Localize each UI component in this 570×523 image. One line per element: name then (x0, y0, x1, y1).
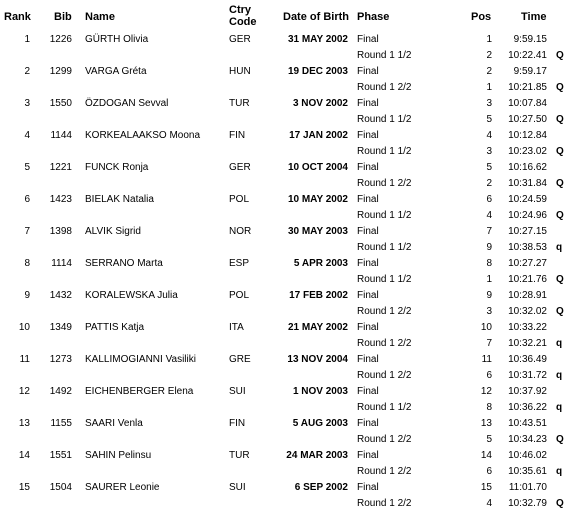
rank-cell: 5 (24, 162, 30, 173)
header-ctry: Ctry (229, 4, 252, 16)
bib-cell: 1423 (49, 194, 72, 205)
position-cell: 3 (486, 98, 492, 109)
position-cell: 1 (486, 274, 492, 285)
time-cell: 10:46.02 (508, 450, 547, 461)
date-of-birth: 5 APR 2003 (293, 258, 348, 269)
position-cell: 10 (480, 322, 492, 333)
table-row (0, 225, 570, 257)
table-row (0, 289, 570, 321)
position-cell: 4 (486, 498, 492, 509)
phase-cell: Round 1 2/2 (357, 178, 412, 189)
athlete-name: GÜRTH Olivia (85, 34, 149, 45)
date-of-birth: 31 MAY 2002 (287, 34, 348, 45)
country-code: SUI (229, 482, 246, 493)
bib-cell: 1551 (49, 450, 72, 461)
phase-cell: Final (357, 418, 379, 429)
table-row (0, 65, 570, 97)
header-name: Name (85, 11, 115, 23)
bib-cell: 1114 (51, 258, 72, 269)
rank-cell: 7 (24, 226, 30, 237)
rank-cell: 11 (19, 354, 30, 365)
country-code: GER (229, 34, 251, 45)
position-cell: 5 (486, 114, 492, 125)
time-cell: 10:12.84 (508, 130, 547, 141)
country-code: NOR (229, 226, 252, 237)
position-cell: 2 (486, 66, 492, 77)
country-code: FIN (229, 418, 246, 429)
rank-cell: 3 (24, 98, 30, 109)
phase-cell: Round 1 2/2 (357, 82, 412, 93)
table-row (0, 321, 570, 353)
position-cell: 2 (486, 178, 492, 189)
time-cell: 9:59.17 (513, 66, 547, 77)
position-cell: 1 (486, 34, 492, 45)
country-code: ESP (229, 258, 250, 269)
country-code: SUI (229, 386, 246, 397)
position-cell: 5 (486, 162, 492, 173)
qualification-mark: Q (556, 306, 564, 317)
phase-cell: Final (357, 386, 379, 397)
date-of-birth: 10 MAY 2002 (287, 194, 348, 205)
athlete-name: SAARI Venla (85, 418, 143, 429)
phase-cell: Final (357, 162, 379, 173)
time-cell: 10:36.22 (508, 402, 547, 413)
country-code: POL (229, 194, 250, 205)
phase-cell: Final (357, 354, 379, 365)
time-cell: 10:32.79 (508, 498, 547, 509)
athlete-name: PATTIS Katja (85, 322, 145, 333)
rank-cell: 4 (24, 130, 30, 141)
table-row (0, 449, 570, 481)
rank-cell: 10 (18, 322, 30, 333)
position-cell: 1 (486, 82, 492, 93)
position-cell: 15 (480, 482, 492, 493)
bib-cell: 1432 (49, 290, 72, 301)
position-cell: 4 (486, 130, 492, 141)
time-cell: 10:37.92 (508, 386, 547, 397)
bib-cell: 1144 (50, 130, 72, 141)
date-of-birth: 13 NOV 2004 (287, 354, 348, 365)
athlete-name: SAHIN Pelinsu (85, 450, 152, 461)
date-of-birth: 19 DEC 2003 (287, 66, 348, 77)
table-row (0, 353, 570, 385)
athlete-name: BIELAK Natalia (85, 194, 154, 205)
qualification-mark: Q (556, 178, 564, 189)
time-cell: 10:36.49 (508, 354, 547, 365)
bib-cell: 1349 (49, 322, 72, 333)
time-cell: 10:07.84 (508, 98, 547, 109)
position-cell: 6 (486, 194, 492, 205)
qualification-mark: Q (556, 50, 564, 61)
date-of-birth: 6 SEP 2002 (294, 482, 348, 493)
phase-cell: Final (357, 34, 379, 45)
time-cell: 10:27.50 (508, 114, 547, 125)
position-cell: 13 (480, 418, 492, 429)
table-row (0, 33, 570, 65)
position-cell: 4 (486, 210, 492, 221)
qualification-mark: Q (556, 434, 564, 445)
phase-cell: Round 1 1/2 (357, 50, 412, 61)
table-row (0, 161, 570, 193)
phase-cell: Round 1 2/2 (357, 370, 412, 381)
rank-cell: 14 (18, 450, 30, 461)
country-code: TUR (229, 98, 250, 109)
date-of-birth: 5 AUG 2003 (292, 418, 348, 429)
qualification-mark: Q (556, 210, 564, 221)
phase-cell: Round 1 1/2 (357, 210, 412, 221)
rank-cell: 2 (24, 66, 30, 77)
time-cell: 10:23.02 (508, 146, 547, 157)
phase-cell: Final (357, 450, 379, 461)
rank-cell: 8 (24, 258, 30, 269)
header-pos: Pos (471, 11, 492, 23)
bib-cell: 1492 (49, 386, 72, 397)
rank-cell: 12 (18, 386, 30, 397)
country-code: GRE (229, 354, 251, 365)
phase-cell: Round 1 1/2 (357, 402, 412, 413)
time-cell: 10:28.91 (508, 290, 547, 301)
phase-cell: Round 1 2/2 (357, 306, 412, 317)
country-code: HUN (229, 66, 251, 77)
time-cell: 10:31.72 (508, 370, 547, 381)
time-cell: 10:27.27 (508, 258, 547, 269)
country-code: TUR (229, 450, 250, 461)
header-bib: Bib (54, 11, 72, 23)
time-cell: 10:32.02 (508, 306, 547, 317)
table-row (0, 481, 570, 513)
rank-cell: 6 (24, 194, 30, 205)
position-cell: 5 (486, 434, 492, 445)
time-cell: 10:22.41 (508, 50, 547, 61)
bib-cell: 1504 (49, 482, 72, 493)
table-row (0, 97, 570, 129)
phase-cell: Round 1 1/2 (357, 242, 412, 253)
time-cell: 10:31.84 (508, 178, 547, 189)
phase-cell: Final (357, 322, 379, 333)
phase-cell: Final (357, 258, 379, 269)
header-rank: Rank (4, 11, 31, 23)
position-cell: 3 (486, 306, 492, 317)
time-cell: 10:21.76 (508, 274, 547, 285)
qualification-mark: q (556, 338, 563, 349)
time-cell: 10:24.96 (508, 210, 547, 221)
position-cell: 8 (486, 258, 492, 269)
date-of-birth: 17 FEB 2002 (289, 290, 348, 301)
date-of-birth: 24 MAR 2003 (286, 450, 348, 461)
athlete-name: KORALEWSKA Julia (85, 290, 178, 301)
country-code: FIN (229, 130, 246, 141)
position-cell: 6 (486, 370, 492, 381)
athlete-name: VARGA Gréta (85, 66, 147, 77)
position-cell: 11 (481, 354, 492, 365)
date-of-birth: 30 MAY 2003 (287, 226, 348, 237)
position-cell: 9 (486, 290, 492, 301)
country-code: POL (229, 290, 250, 301)
phase-cell: Round 1 2/2 (357, 338, 412, 349)
time-cell: 10:35.61 (508, 466, 547, 477)
position-cell: 8 (486, 402, 492, 413)
rank-cell: 15 (18, 482, 30, 493)
country-code: GER (229, 162, 251, 173)
header-phase: Phase (357, 11, 390, 23)
date-of-birth: 3 NOV 2002 (292, 98, 348, 109)
table-row (0, 257, 570, 289)
time-cell: 10:33.22 (508, 322, 547, 333)
time-cell: 10:43.51 (508, 418, 547, 429)
phase-cell: Final (357, 482, 379, 493)
qualification-mark: q (556, 402, 563, 413)
qualification-mark: Q (556, 146, 564, 157)
header-time: Time (521, 11, 547, 23)
time-cell: 10:34.23 (508, 434, 547, 445)
date-of-birth: 21 MAY 2002 (287, 322, 348, 333)
qualification-mark: Q (556, 498, 564, 509)
header-date-of-birth: Date of Birth (283, 11, 349, 23)
time-cell: 10:27.15 (508, 226, 547, 237)
phase-cell: Round 1 2/2 (357, 434, 412, 445)
athlete-name: ALVIK Sigrid (85, 226, 141, 237)
rank-cell: 9 (24, 290, 30, 301)
position-cell: 7 (486, 338, 492, 349)
qualification-mark: Q (556, 274, 564, 285)
date-of-birth: 1 NOV 2003 (292, 386, 348, 397)
header-code: Code (229, 16, 257, 28)
qualification-mark: q (556, 466, 563, 477)
bib-cell: 1273 (49, 354, 72, 365)
bib-cell: 1221 (49, 162, 72, 173)
phase-cell: Round 1 2/2 (357, 466, 412, 477)
time-cell: 10:16.62 (508, 162, 547, 173)
time-cell: 9:59.15 (513, 34, 547, 45)
position-cell: 6 (486, 466, 492, 477)
time-cell: 10:21.85 (508, 82, 547, 93)
qualification-mark: Q (556, 82, 564, 93)
phase-cell: Final (357, 66, 379, 77)
bib-cell: 1550 (49, 98, 72, 109)
position-cell: 9 (486, 242, 492, 253)
athlete-name: EICHENBERGER Elena (85, 386, 194, 397)
phase-cell: Final (357, 130, 379, 141)
athlete-name: SAURER Leonie (85, 482, 160, 493)
position-cell: 7 (486, 226, 492, 237)
bib-cell: 1299 (49, 66, 72, 77)
athlete-name: SERRANO Marta (85, 258, 163, 269)
qualification-mark: q (556, 370, 563, 381)
time-cell: 11:01.70 (508, 482, 547, 493)
rank-cell: 1 (24, 34, 30, 45)
phase-cell: Round 1 1/2 (357, 146, 412, 157)
phase-cell: Round 1 1/2 (357, 114, 412, 125)
phase-cell: Final (357, 98, 379, 109)
rank-cell: 13 (18, 418, 30, 429)
position-cell: 14 (480, 450, 492, 461)
phase-cell: Final (357, 226, 379, 237)
position-cell: 2 (486, 50, 492, 61)
bib-cell: 1398 (49, 226, 72, 237)
qualification-mark: q (556, 242, 563, 253)
table-row (0, 129, 570, 161)
athlete-name: KALLIMOGIANNI Vasiliki (85, 354, 196, 365)
phase-cell: Round 1 1/2 (357, 274, 412, 285)
athlete-name: ÖZDOGAN Sevval (85, 98, 169, 109)
position-cell: 12 (480, 386, 492, 397)
athlete-name: KORKEALAAKSO Moona (85, 130, 201, 141)
athlete-name: FUNCK Ronja (85, 162, 149, 173)
date-of-birth: 17 JAN 2002 (289, 130, 348, 141)
table-row (0, 193, 570, 225)
phase-cell: Round 1 2/2 (357, 498, 412, 509)
date-of-birth: 10 OCT 2004 (287, 162, 348, 173)
position-cell: 3 (486, 146, 492, 157)
time-cell: 10:32.21 (508, 338, 547, 349)
time-cell: 10:38.53 (508, 242, 547, 253)
bib-cell: 1226 (49, 34, 72, 45)
phase-cell: Final (357, 290, 379, 301)
country-code: ITA (229, 322, 244, 333)
phase-cell: Final (357, 194, 379, 205)
bib-cell: 1155 (50, 418, 72, 429)
time-cell: 10:24.59 (508, 194, 547, 205)
qualification-mark: Q (556, 114, 564, 125)
table-row (0, 417, 570, 449)
table-row (0, 385, 570, 417)
